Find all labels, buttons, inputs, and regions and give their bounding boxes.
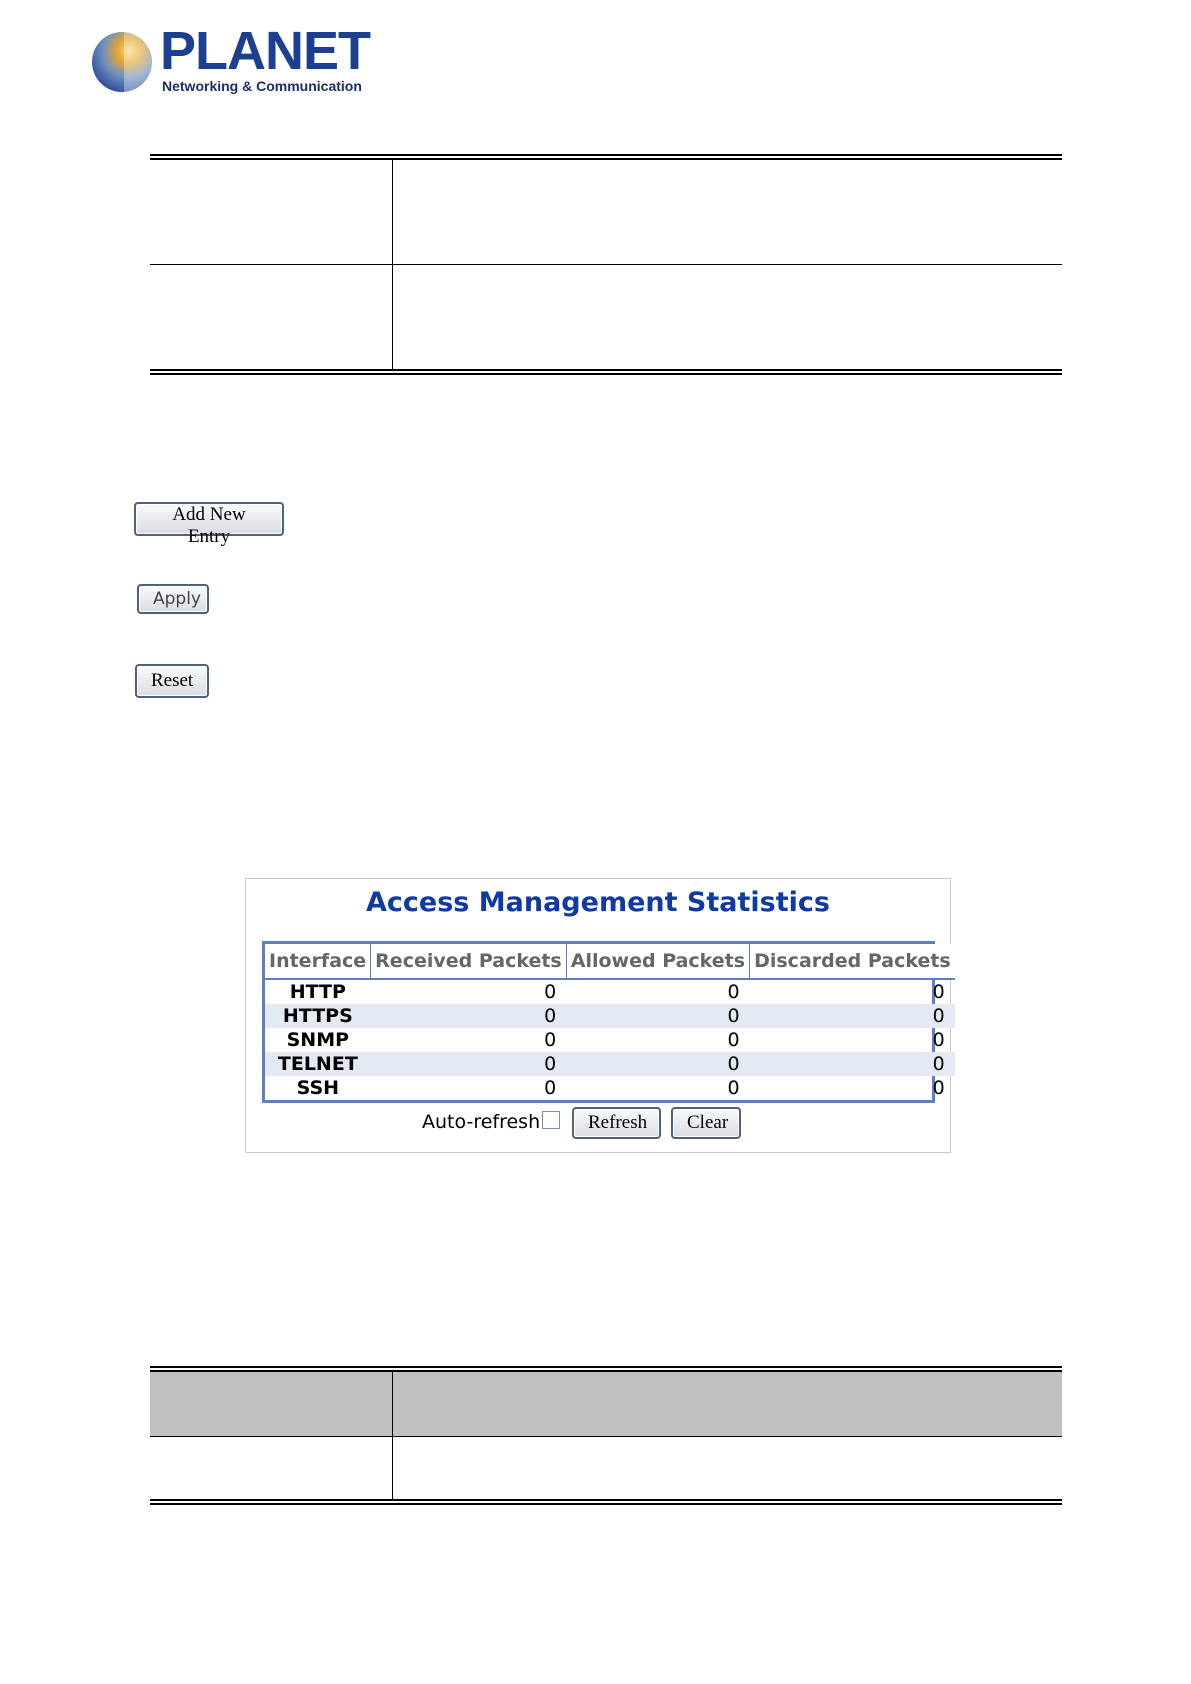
received-cell: 0 bbox=[371, 1052, 567, 1076]
add-new-entry-button[interactable]: Add New Entry bbox=[134, 502, 284, 536]
table-row bbox=[150, 1437, 1062, 1500]
received-cell: 0 bbox=[371, 1004, 567, 1028]
panel-title: Access Management Statistics bbox=[366, 887, 830, 918]
auto-refresh-checkbox[interactable] bbox=[542, 1111, 560, 1129]
interface-cell: TELNET bbox=[265, 1052, 371, 1076]
table-bottom-rule bbox=[150, 369, 1062, 375]
discarded-cell: 0 bbox=[750, 1004, 955, 1028]
received-cell: 0 bbox=[544, 1077, 557, 1099]
interface-cell: SSH bbox=[296, 1077, 340, 1099]
statistics-table bbox=[262, 941, 951, 1103]
table-row bbox=[265, 1052, 955, 1076]
table-row bbox=[150, 160, 1062, 265]
column-header-received: Received Packets bbox=[371, 944, 567, 979]
table-row bbox=[265, 1004, 955, 1028]
received-cell: 0 bbox=[544, 1029, 557, 1051]
logo-swoosh bbox=[124, 32, 154, 92]
interface-cell: HTTPS bbox=[265, 1004, 371, 1028]
column-header-interface: Interface bbox=[265, 944, 371, 979]
discarded-cell: 0 bbox=[750, 1052, 955, 1076]
table-header-row bbox=[265, 944, 955, 979]
table-row bbox=[150, 265, 1062, 370]
allowed-cell: 0 bbox=[566, 1004, 749, 1028]
column-header-allowed: Allowed Packets bbox=[566, 944, 749, 979]
column-header-discarded: Discarded Packets bbox=[750, 944, 955, 979]
parameter-table-bottom bbox=[150, 1366, 1062, 1505]
table-row bbox=[265, 1076, 955, 1100]
discarded-cell: 0 bbox=[932, 981, 945, 1003]
table-bottom-rule bbox=[150, 1499, 1062, 1505]
auto-refresh-label: Auto-refresh bbox=[422, 1111, 541, 1133]
discarded-cell: 0 bbox=[932, 1077, 945, 1099]
allowed-cell: 0 bbox=[727, 1077, 740, 1099]
discarded-cell: 0 bbox=[932, 1029, 945, 1051]
interface-cell: SNMP bbox=[286, 1029, 350, 1051]
allowed-cell: 0 bbox=[566, 1052, 749, 1076]
table-row bbox=[265, 979, 955, 1004]
allowed-cell: 0 bbox=[727, 1029, 740, 1051]
access-management-statistics-panel bbox=[245, 878, 951, 1153]
clear-button[interactable]: Clear bbox=[671, 1107, 741, 1139]
reset-button[interactable]: Reset bbox=[135, 664, 209, 698]
allowed-cell: 0 bbox=[727, 981, 740, 1003]
table-row bbox=[265, 1028, 955, 1052]
logo-tagline: Networking & Communication bbox=[162, 78, 362, 94]
table-header-row bbox=[150, 1372, 1062, 1437]
logo-brand: PLANET bbox=[160, 21, 370, 81]
parameter-table-top bbox=[150, 154, 1062, 375]
received-cell: 0 bbox=[544, 981, 557, 1003]
interface-cell: HTTP bbox=[289, 981, 346, 1003]
refresh-button[interactable]: Refresh bbox=[572, 1107, 661, 1139]
planet-logo bbox=[92, 21, 370, 100]
apply-button[interactable]: Apply bbox=[137, 584, 209, 614]
